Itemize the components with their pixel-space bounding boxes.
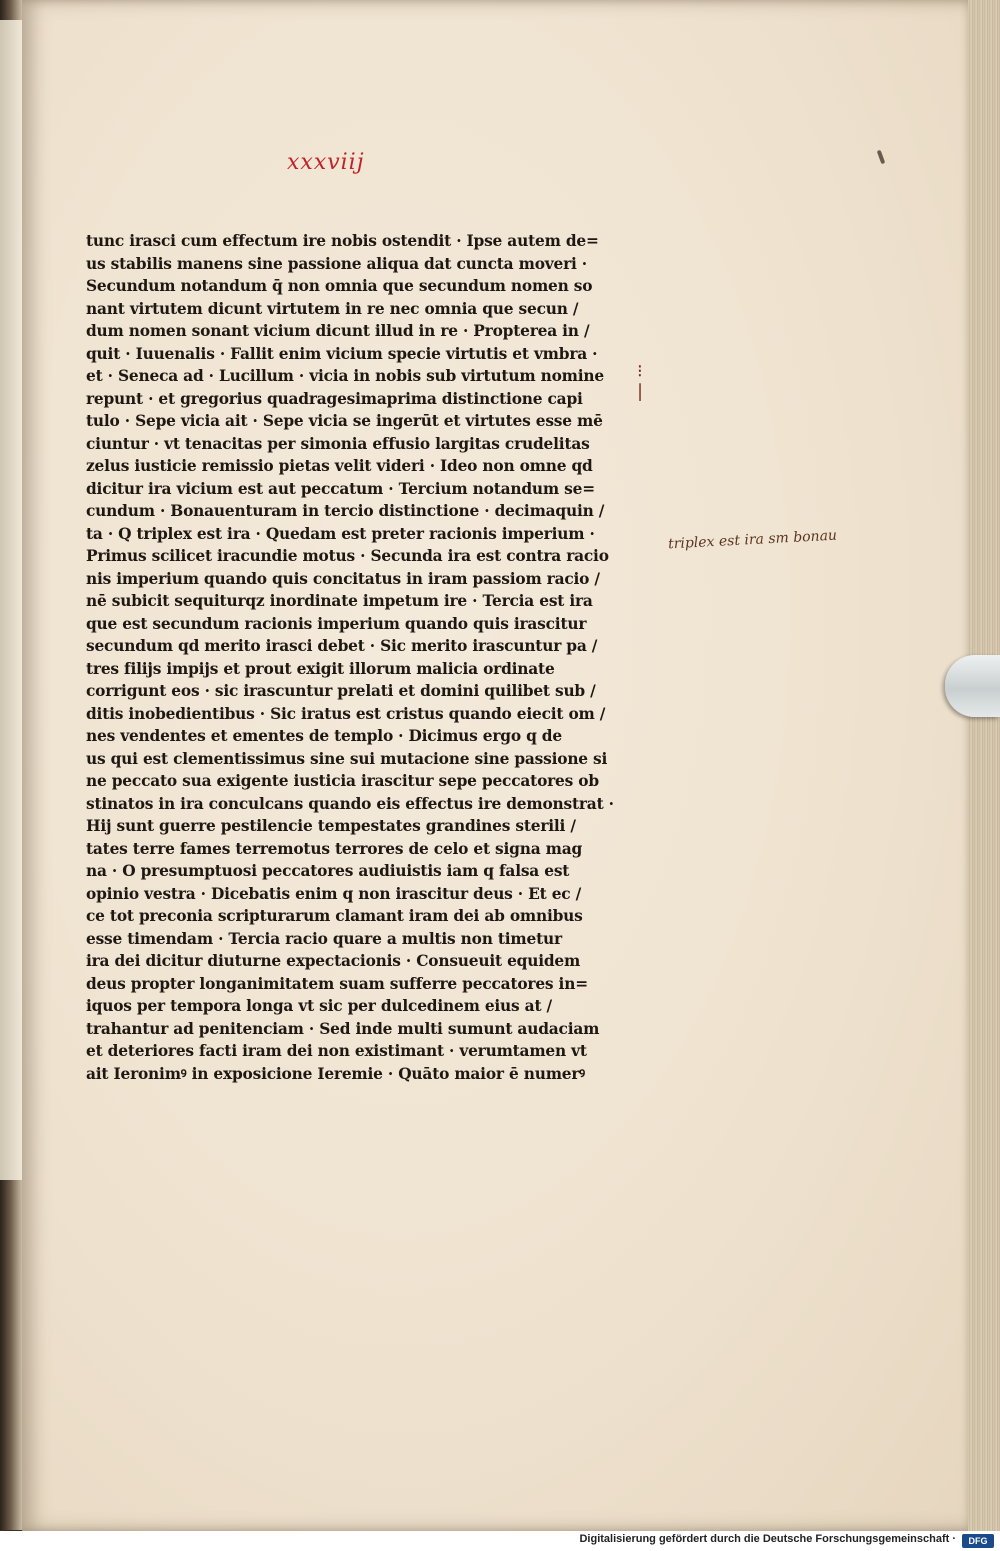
text-line: esse timendam · Tercia racio quare a multis non timetur — [86, 929, 562, 948]
text-line: ce tot preconia scripturarum clamant iram dei ab omnibus — [86, 907, 583, 925]
text-line: et deteriores facti iram dei non existimant · verumtamen vt — [86, 1042, 587, 1060]
text-line: ciuntur · vt tenacitas per simonia effusio largitas crudelitas — [86, 434, 590, 453]
text-line: tates terre fames terremotus terrores de celo et signa mag — [86, 839, 583, 858]
text-line: corrigunt eos · sic irascuntur prelati et domini quilibet sub / — [86, 682, 596, 700]
page-clip — [945, 655, 1000, 717]
text-line: opinio vestra · Dicebatis enim q non irascitur deus · Et ec / — [86, 884, 582, 903]
text-line: Primus scilicet iracundie motus · Secunda ira est contra racio — [86, 547, 609, 565]
text-line: ait Ieronimꝰ in exposicione Ieremie · Quāto maior ē numerꝰ — [86, 1064, 585, 1083]
text-line: trahantur ad penitenciam · Sed inde multi sumunt audaciam — [86, 1019, 600, 1038]
text-line: nis imperium quando quis concitatus in iram passiom racio / — [86, 569, 600, 588]
text-line: stinatos in ira conculcans quando eis effectus ire demonstrat · — [86, 794, 614, 813]
margin-note: triplex est ira sm bonau — [667, 527, 838, 553]
text-line: iquos per tempora longa vt sic per dulcedinem eius at / — [86, 997, 552, 1015]
text-line: dicitur ira vicium est aut peccatum · Tercium notandum se= — [86, 479, 595, 498]
text-line: ta · Q triplex est ira · Quedam est preter racionis imperium · — [86, 524, 595, 543]
text-line: Secundum notandum q̄ non omnia que secundum nomen so — [86, 277, 593, 295]
dfg-logo: DFG — [962, 1534, 994, 1548]
text-line: nē subicit sequiturqz inordinate impetum ire · Tercia est ira — [86, 592, 593, 610]
text-line: tres filijs impijs et prout exigit illorum malicia ordinate — [86, 659, 555, 678]
footer-bar — [0, 1531, 1000, 1551]
text-line: ne peccato sua exigente iusticia irascitur sepe peccatores ob — [86, 772, 599, 790]
page-fore-edge — [968, 0, 1000, 1531]
text-block — [86, 230, 646, 1085]
facing-page-edge — [0, 20, 23, 1180]
text-line: zelus iusticie remissio pietas velit videri · Ideo non omne qd — [86, 457, 593, 475]
text-line: ira dei dicitur diuturne expectacionis · Consueuit equidem — [86, 952, 581, 970]
text-line: cundum · Bonauenturam in tercio distinctione · decimaquin / — [86, 502, 605, 520]
footer-credit: Digitalisierung gefördert durch die Deutsche Forschungsgemeinschaft · — [579, 1533, 956, 1545]
text-line: deus propter longanimitatem suam sufferre peccatores in= — [86, 974, 588, 993]
text-line: Hij sunt guerre pestilencie tempestates grandines sterili / — [86, 817, 576, 835]
text-line: que est secundum racionis imperium quando quis irascitur — [86, 614, 587, 633]
text-line: tunc irasci cum effectum ire nobis ostendit · Ipse autem de= — [86, 232, 599, 250]
margin-mark: ⁝ | — [637, 361, 644, 402]
text-line: nes vendentes et ementes de templo · Dicimus ergo q de — [86, 727, 562, 745]
text-line: tulo · Sepe vicia ait · Sepe vicia se ingerūt et virtutes esse mē — [86, 412, 603, 430]
text-line: nant virtutem dicunt virtutem in re nec omnia que secun / — [86, 299, 579, 318]
text-line: secundum qd merito irasci debet · Sic merito irascuntur pa / — [86, 637, 598, 655]
text-line: et · Seneca ad · Lucillum · vicia in nobis sub virtutum nomine — [86, 367, 604, 385]
text-line: dum nomen sonant vicium dicunt illud in re · Propterea in / — [86, 322, 590, 340]
text-line: quit · Iuuenalis · Fallit enim vicium specie virtutis et vmbra · — [86, 344, 598, 363]
text-line: ditis inobedientibus · Sic iratus est cristus quando eiecit om / — [86, 704, 606, 723]
text-line: us qui est clementissimus sine sui mutacione sine passione si — [86, 749, 608, 768]
text-line: na · O presumptuosi peccatores audiuistis iam q falsa est — [86, 862, 570, 880]
text-line: repunt · et gregorius quadragesimaprima distinctione capi — [86, 389, 583, 408]
folio-number: xxxviij — [287, 150, 365, 175]
text-line: us stabilis manens sine passione aliqua dat cuncta moveri · — [86, 254, 587, 273]
